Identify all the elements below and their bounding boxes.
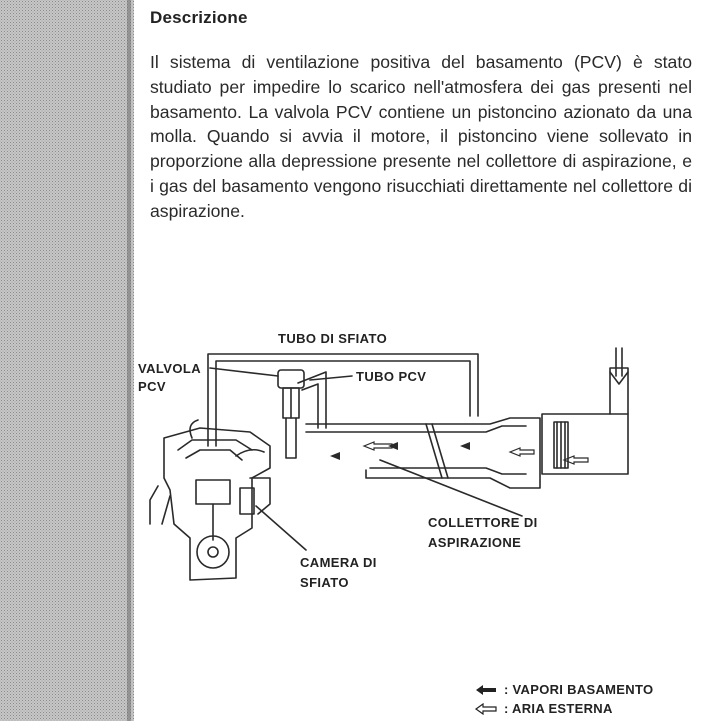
- label-valvola-pcv-line1: VALVOLA: [138, 361, 201, 376]
- section-title: Descrizione: [150, 8, 248, 27]
- diagram-legend: [472, 680, 653, 718]
- label-tubo-sfiato: TUBO DI SFIATO: [278, 331, 388, 346]
- legend-row-outside-air: [472, 699, 653, 718]
- label-camera-line1: CAMERA DI: [300, 555, 377, 570]
- label-collettore-line1: COLLETTORE DI: [428, 515, 538, 530]
- description-paragraph: Il sistema di ventilazione positiva del basamento (PCV) è stato studiato per impedire lo scarico nell'atmosfera dei gas presenti nel basamento. La valvola PCV contiene un pistoncino azionato da una molla. Quando si avvia il motore, il pistoncino viene sollevato in proporzione alla depressione presente nel collettore di aspirazione, e i gas del basamento vengono risucchiati direttamente nel collettore di aspirazione.: [150, 52, 692, 221]
- pcv-system-diagram: [130, 328, 670, 600]
- label-tubo-pcv: TUBO PCV: [356, 369, 427, 384]
- legend-label-crankcase-vapor: : VAPORI BASAMENTO: [504, 682, 654, 697]
- air-cleaner: [542, 414, 628, 474]
- engine-block: [150, 420, 270, 580]
- hollow-arrow-icon: [472, 703, 500, 715]
- label-camera-line2: SFIATO: [300, 575, 349, 590]
- legend-label-outside-air: : ARIA ESTERNA: [504, 701, 613, 716]
- solid-arrow-icon: [472, 684, 500, 696]
- label-collettore-line2: ASPIRAZIONE: [428, 535, 522, 550]
- page-margin-pattern: [0, 0, 134, 721]
- pcv-valve: [278, 370, 304, 388]
- description-section: [150, 8, 692, 224]
- label-valvola-pcv-line2: PCV: [138, 379, 166, 394]
- legend-row-crankcase-vapor: [472, 680, 653, 699]
